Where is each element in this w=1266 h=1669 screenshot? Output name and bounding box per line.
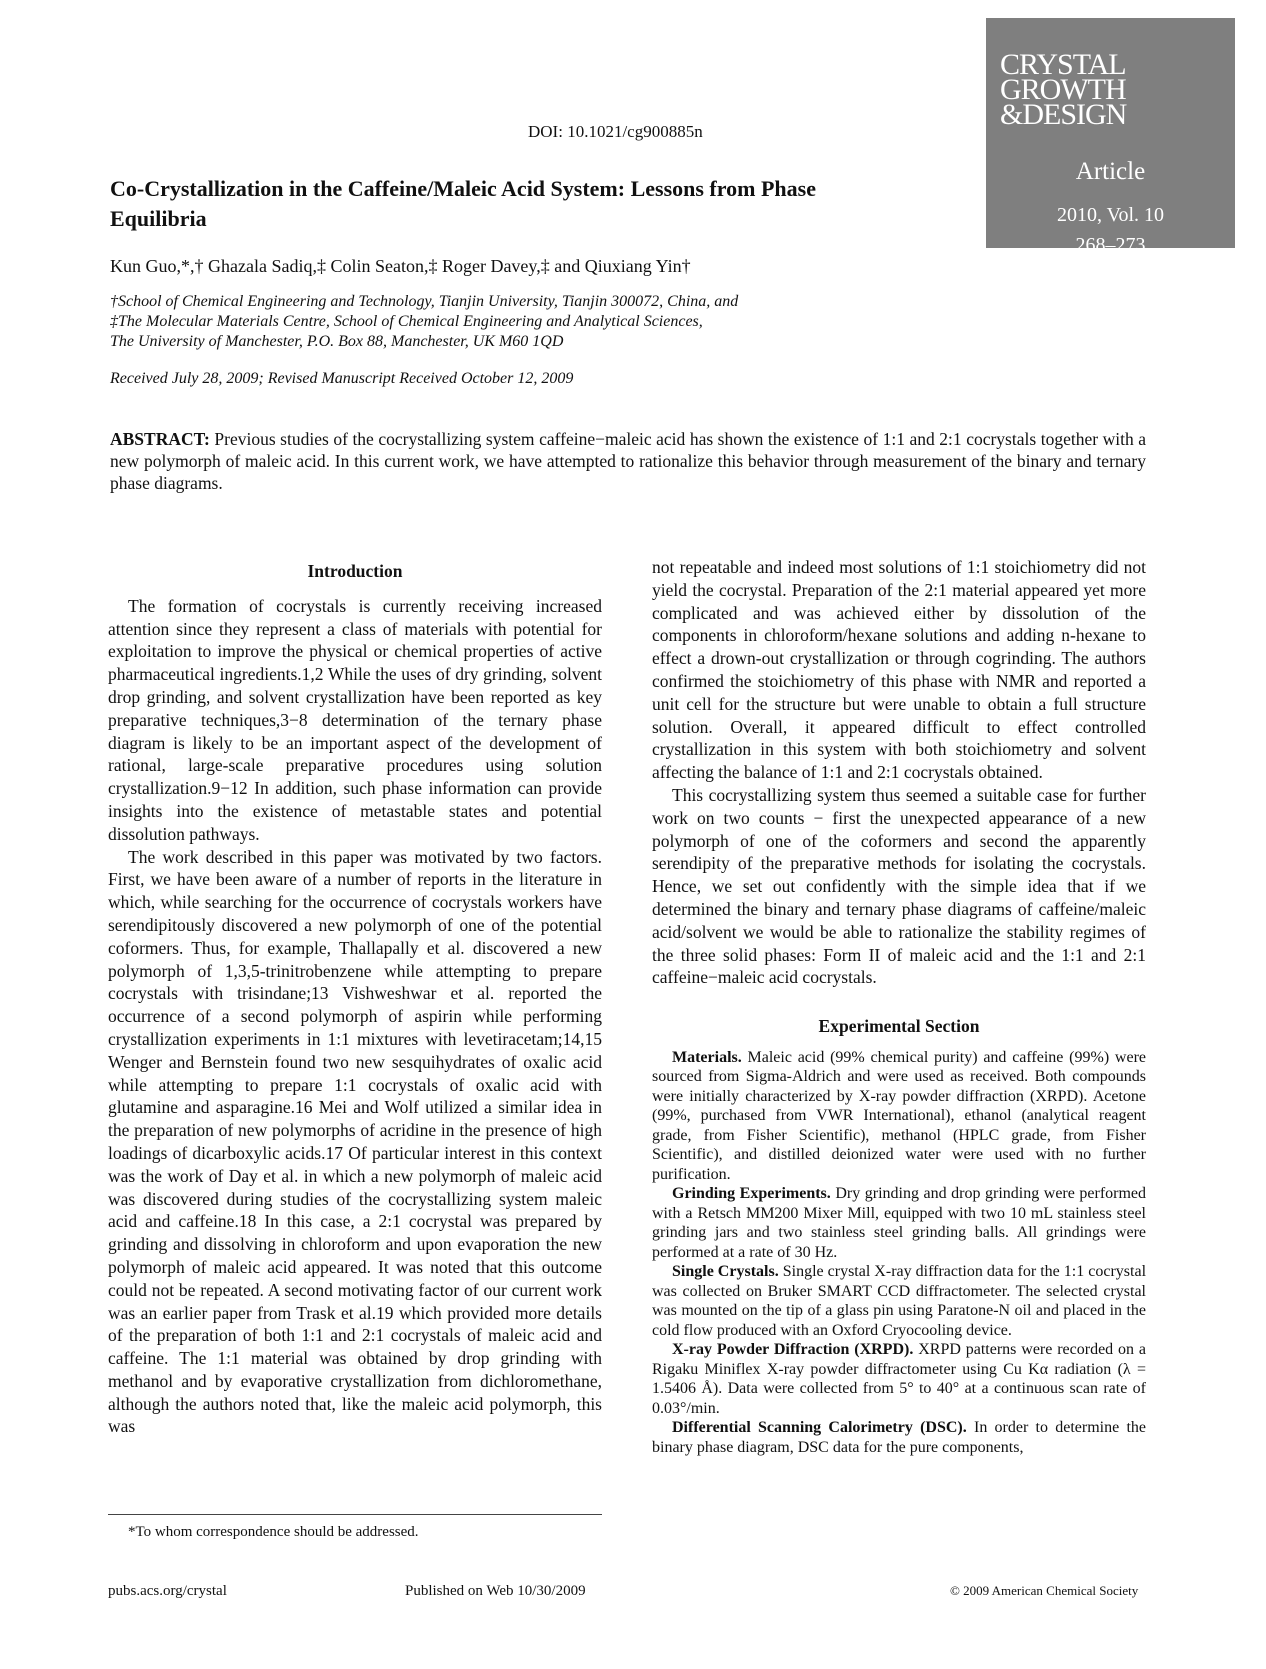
dsc-text: In order to determine the binary phase diagram, DSC data for the pure components, bbox=[652, 1419, 1147, 1456]
xrpd-label: X-ray Powder Diffraction (XRPD). bbox=[672, 1341, 914, 1359]
grinding-text: Dry grinding and drop grinding were performed with a Retsch MM200 Mixer Mill, equipped with two 10 mL stainless steel grinding jars and two stainless steel grinding balls. All grindings were performed at a rate of 30 Hz. bbox=[652, 1185, 1147, 1261]
abstract-label: ABSTRACT: bbox=[110, 429, 210, 449]
intro-paragraph-4: This cocrystallizing system thus seemed a suitable case for further work on two counts − first the unexpected appearance of a new polymorph of one of the coformers and second the apparently serendipity of the preparative methods for isolating the cocrystals. Hence, we set out confidently with the simple idea that if we determined the binary and ternary phase diagrams of caffeine/maleic acid/solvent we would be able to rationalize the stability regimes of the three solid phases: Form II of maleic acid and the 1:1 and 2:1 caffeine−maleic acid cocrystals. bbox=[652, 784, 1146, 988]
intro-paragraph-3: not repeatable and indeed most solutions of 1:1 stoichiometry did not yield the cocrystal. Preparation of the 2:1 material appeared yet more complicated and was achieved either by dissolution of the components in chloroform/hexane solutions and adding n-hexane to effect a drown-out crystallization or through cogrinding. The authors confirmed the stoichiometry of this phase with NMR and reported a unit cell for the structure but were unable to obtain a full structure solution. Overall, it appeared difficult to effect controlled crystallization in this system with both stoichiometry and solvent affecting the balance of 1:1 and 2:1 cocrystals obtained. bbox=[652, 557, 1146, 783]
footer-published: Published on Web 10/30/2009 bbox=[405, 1583, 586, 1599]
introduction-heading: Introduction bbox=[307, 561, 403, 581]
author-list: Kun Guo,*,† Ghazala Sadiq,‡ Colin Seaton,‡ Roger Davey,‡ and Qiuxiang Yin† bbox=[110, 256, 691, 276]
received-dates: Received July 28, 2009; Revised Manuscript Received October 12, 2009 bbox=[110, 370, 574, 387]
experimental-heading: Experimental Section bbox=[818, 1016, 980, 1037]
xrpd-text: XRPD patterns were recorded on a Rigaku Miniflex X-ray powder diffractometer using Cu Kα radiation (λ = 1.5406 Å). Data were collected from 5° to 40° at a continuous scan rate of 0.03°/min. bbox=[652, 1341, 1147, 1417]
right-column bbox=[652, 556, 1146, 1457]
materials-text: Maleic acid (99% chemical purity) and caffeine (99%) were sourced from Sigma-Aldrich and were used as received. Both compounds were initially characterized by X-ray powder diffraction (XRPD). Acetone (99%, purchased from VWR International), ethanol (analytical reagent grade, from Fisher Scientific), methanol (HPLC grade, from Fisher Scientific), and distilled deionized water were used with no further purification. bbox=[652, 1048, 1147, 1183]
materials-paragraph bbox=[652, 1048, 1146, 1185]
intro-paragraph-2: The work described in this paper was motivated by two factors. First, we have been aware of a number of reports in the literature in which, while searching for the occurrence of cocrystals workers have serendipitously discovered a new polymorph of one of the potential coformers. Thus, for example, Thallapally et al. discovered a new polymorph of 1,3,5-trinitrobenzene while attempting to prepare cocrystals with trisindane;13 Vishweshwar et al. reported the occurrence of a second polymorph of aspirin while performing crystallization experiments in 1:1 mixtures with levetiracetam;14,15 Wenger and Bernstein found two new sesquihydrates of oxalic acid while attempting to prepare 1:1 cocrystals of oxalic acid with glutamine and asparagine.16 Mei and Wolf utilized a similar idea in the preparation of new polymorphs of acridine in the presence of high loadings of dicarboxylic acids.17 Of particular interest in this context was the work of Day et al. in which a new polymorph of maleic acid was discovered during studies of the cocrystallizing system maleic acid and caffeine.18 In this case, a 2:1 cocrystal was prepared by grinding and dissolving in chloroform and upon evaporation the new polymorph of maleic acid appeared. It was noted that this outcome could not be repeated. A second motivating factor of our current work was an earlier paper from Trask et al.19 which provided more details of the preparation of both 1:1 and 2:1 cocrystals of maleic acid and caffeine. The 1:1 material was obtained by drop grinding with methanol and by evaporative crystallization from dichloromethane, although the authors noted that, like the maleic acid polymorph, this was bbox=[108, 846, 602, 1437]
abstract-text: Previous studies of the cocrystallizing system caffeine−maleic acid has shown the existence of 1:1 and 2:1 cocrystals together with a new polymorph of maleic acid. In this current work, we have attempted to rationalize this behavior through measurement of the binary and ternary phase diagrams. bbox=[110, 429, 1146, 493]
footnote-divider bbox=[108, 1514, 602, 1515]
intro-paragraph-1: The formation of cocrystals is currently receiving increased attention since they represent a class of materials with potential for exploitation to improve the physical or chemical properties of active pharmaceutical ingredients.1,2 While the uses of dry grinding, solvent drop grinding, and solvent crystallization have been reported as key preparative techniques,3−8 determination of the ternary phase diagram is likely to be an important aspect of the development of rational, large-scale preparative procedures using solution crystallization.9−12 In addition, such phase information can provide insights into the existence of metastable states and potential dissolution pathways. bbox=[108, 595, 602, 844]
single-crystal-paragraph bbox=[652, 1262, 1146, 1340]
article-type: Article bbox=[1075, 158, 1146, 185]
single-crystal-text: Single crystal X-ray diffraction data for the 1:1 cocrystal was collected on Bruker SMART CCD diffractometer. The selected crystal was mounted on the tip of a glass pin using Paratone-N oil and placed in the cold flow produced with an Oxford Cryocooling device. bbox=[652, 1263, 1147, 1339]
grinding-label: Grinding Experiments. bbox=[672, 1185, 831, 1203]
journal-volume: 2010, Vol. 10 268–273 bbox=[1056, 204, 1165, 256]
grinding-paragraph bbox=[652, 1184, 1146, 1262]
footer-copyright: © 2009 American Chemical Society bbox=[950, 1583, 1139, 1598]
journal-name: CRYSTAL GROWTH &DESIGN bbox=[1000, 48, 1127, 131]
affiliations: †School of Chemical Engineering and Technology, Tianjin University, Tianjin 300072, China, and ‡The Molecular Materials Centre, School of Chemical Engineering and Analytical Sciences, The University of Manchester, P.O. Box 88, Manchester, UK M60 1QD bbox=[110, 293, 739, 350]
xrpd-paragraph bbox=[652, 1340, 1146, 1418]
left-column bbox=[108, 560, 602, 1438]
paper-title: Co-Crystallization in the Caffeine/Maleic Acid System: Lessons from Phase Equilibria bbox=[110, 176, 816, 231]
journal-banner bbox=[986, 18, 1235, 256]
abstract bbox=[110, 428, 1146, 494]
correspondence-footnote: *To whom correspondence should be addressed. bbox=[128, 1524, 419, 1540]
experimental-section bbox=[652, 1048, 1146, 1458]
dsc-paragraph bbox=[652, 1418, 1146, 1457]
materials-label: Materials. bbox=[672, 1048, 742, 1066]
dsc-label: Differential Scanning Calorimetry (DSC). bbox=[672, 1419, 967, 1437]
footer-url[interactable]: pubs.acs.org/crystal bbox=[108, 1583, 227, 1599]
single-crystal-label: Single Crystals. bbox=[672, 1263, 779, 1281]
doi[interactable]: DOI: 10.1021/cg900885n bbox=[528, 122, 703, 141]
